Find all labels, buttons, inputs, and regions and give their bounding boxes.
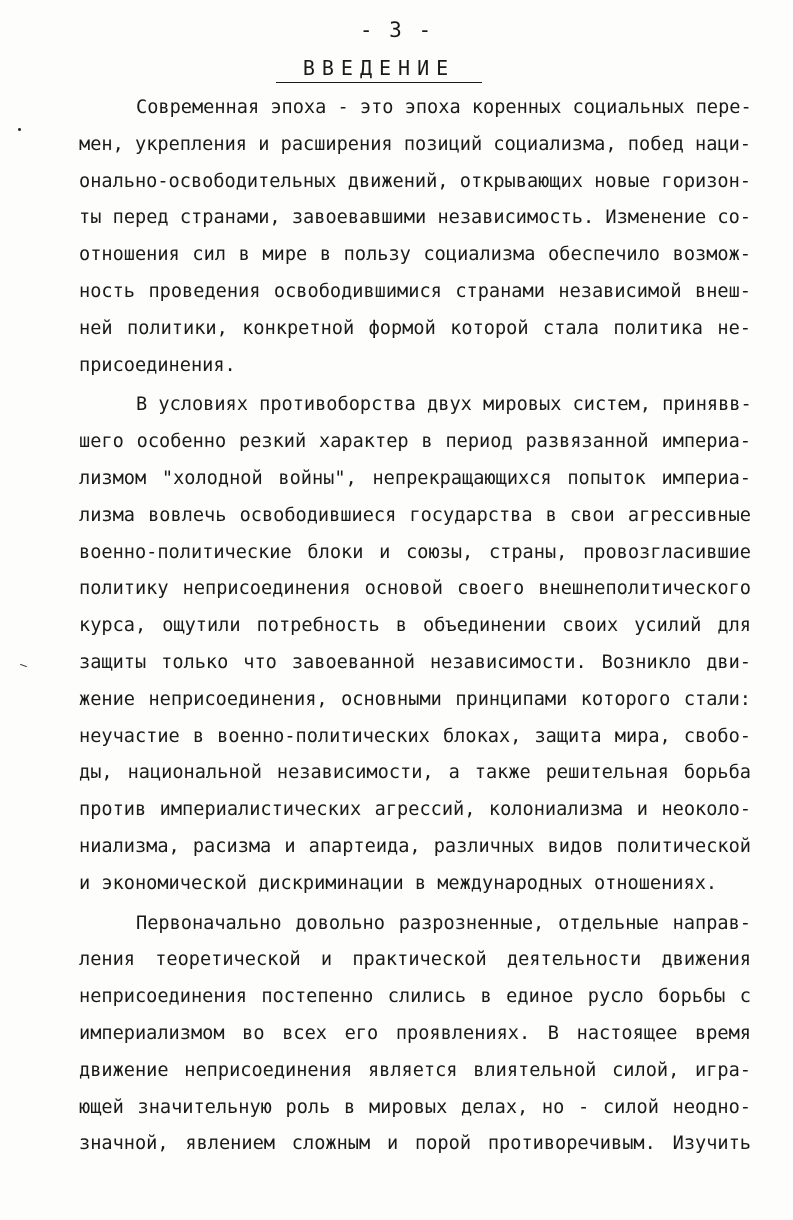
paragraph-line: и экономической дискриминации в международных отношениях. <box>79 872 718 894</box>
paragraph-line: курса, ощутили потребность в объединении своих усилий для <box>79 615 751 637</box>
paragraph-line: ды, национальной независимости, а также решительная борьба <box>79 762 751 784</box>
paragraph-line: онально-освободительных движений, открывающих новые горизон- <box>79 170 751 192</box>
paragraph-line: отношения сил в мире в пользу социализма обеспечило возмож- <box>79 244 751 266</box>
paragraph-line: ления теоретической и практической деятельности движения <box>79 949 751 971</box>
paragraph-line: империализмом во всех его проявлениях. В настоящее время <box>79 1022 751 1044</box>
paragraph-line: Первоначально довольно разрозненные, отдельные направ- <box>136 912 751 934</box>
paragraph-line: движение неприсоединения является влиятельной силой, игра- <box>79 1059 751 1081</box>
paragraph-line: жение неприсоединения, основными принципами которого стали: <box>79 688 751 710</box>
paragraph-line: присоединения. <box>79 354 236 376</box>
section-heading: ВВЕДЕНИЕ <box>276 56 482 83</box>
paragraph-line: лизмом "холодной войны", непрекращающихся попыток империа- <box>79 467 751 489</box>
paragraph-line: ность проведения освободившимися странами независимой внеш- <box>79 280 751 302</box>
paragraph-line: ющей значительную роль в мировых делах, но - силой неодно- <box>79 1096 751 1118</box>
paragraph-line: лизма вовлечь освободившиеся государства в свои агрессивные <box>79 504 751 526</box>
paragraph-line: неучастие в военно-политических блоках, защита мира, свобо- <box>79 725 751 747</box>
paragraph-line: защиты только что завоеванной независимости. Возникло дви- <box>79 651 751 673</box>
paragraph-line: В условиях противоборства двух мировых систем, принявв- <box>136 394 752 416</box>
paragraph-line: ниализма, расизма и апартеида, различных видов политической <box>79 835 751 857</box>
paragraph-line: Современная эпоха - это эпоха коренных социальных пере- <box>136 97 752 118</box>
paragraph-line: шего особенно резкий характер в период развязанной империа- <box>79 431 751 453</box>
paragraph-line: неприсоединения постепенно слились в единое русло борьбы с <box>79 986 751 1008</box>
scan-speck <box>18 128 21 131</box>
paragraph-line: политику неприсоединения основой своего внешнеполитического <box>79 578 751 600</box>
body-text <box>79 90 751 1163</box>
scan-speck <box>20 664 27 667</box>
paragraph-line: ты перед странами, завоевавшими независимость. Изменение со- <box>79 207 751 229</box>
paragraph-line: значной, явлением сложным и порой противоречивым. Изучить <box>79 1133 751 1155</box>
paragraph-line: мен, укрепления и расширения позиций социализма, побед наци- <box>79 133 751 155</box>
paragraph-line: против империалистических агрессий, колониализма и неоколо- <box>79 799 751 821</box>
paragraph-line: ней политики, конкретной формой которой стала политика не- <box>79 317 751 339</box>
paragraph-line: военно-политические блоки и союзы, страны, провозгласившие <box>79 541 751 563</box>
page-number: - 3 - <box>359 18 434 42</box>
